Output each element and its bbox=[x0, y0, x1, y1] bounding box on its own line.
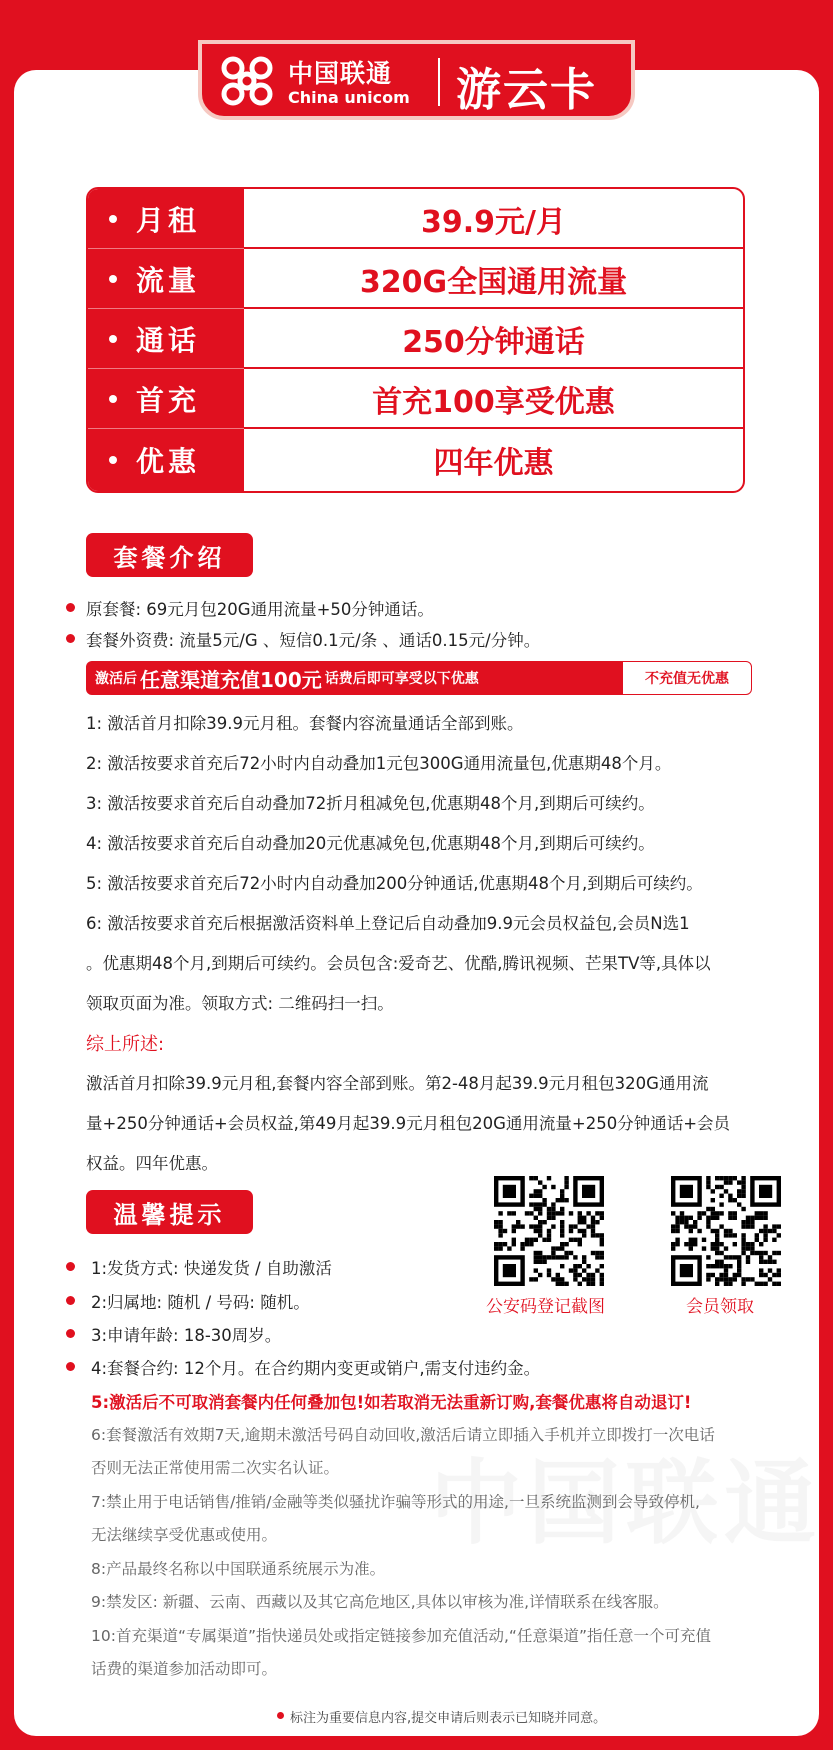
price-row-discount bbox=[88, 429, 743, 491]
price-row-monthly-fee bbox=[88, 189, 743, 249]
price-value: 320G全国通用流量 bbox=[359, 265, 628, 300]
bullet-dot bbox=[66, 1262, 75, 1271]
tip-contract: 4:套餐合约: 12个月。在合约期内变更或销户,需支付违约金。 bbox=[91, 1359, 541, 1378]
intro-item: 4: 激活按要求首充后自动叠加20元优惠减免包,优惠期48个月,到期后可续约。 bbox=[86, 834, 655, 853]
recharge-promo-banner bbox=[86, 661, 752, 695]
bullet-dot bbox=[66, 1362, 75, 1371]
summary-line: 激活首月扣除39.9元月租,套餐内容全部到账。第2-48月起39.9元月租包320G通用流 bbox=[86, 1074, 709, 1093]
tip-warning: 5:激活后不可取消套餐内任何叠加包!如若取消无法重新订购,套餐优惠将自动退订! bbox=[91, 1393, 692, 1412]
tip-note: 6:套餐激活有效期7天,逾期未激活号码自动回收,激活后请立即插入手机并立即拨打一次电话 bbox=[91, 1426, 715, 1444]
tip-note: 无法继续享受优惠或使用。 bbox=[91, 1526, 278, 1544]
footer-note: 标注为重要信息内容,提交申请后则表示已知晓并同意。 bbox=[290, 1711, 607, 1726]
tips-title: 温馨提示 bbox=[86, 1190, 253, 1234]
brand-name-en: China unicom bbox=[288, 88, 410, 107]
promo-no-recharge-note: 不充值无优惠 bbox=[622, 661, 752, 695]
price-value: 四年优惠 bbox=[433, 446, 554, 481]
bullet-dot bbox=[66, 634, 75, 643]
intro-original-package: 原套餐: 69元月包20G通用流量+50分钟通话。 bbox=[86, 600, 434, 619]
qr-code-icon[interactable] bbox=[494, 1176, 604, 1286]
promo-highlight: 任意渠道充值100元 bbox=[140, 667, 322, 692]
package-intro-title: 套餐介绍 bbox=[86, 533, 253, 577]
header-banner bbox=[198, 40, 635, 120]
tip-location: 2:归属地: 随机 / 号码: 随机。 bbox=[91, 1293, 310, 1312]
price-value: 250分钟通话 bbox=[402, 325, 585, 360]
summary-line: 量+250分钟通话+会员权益,第49月起39.9元月租包20G通用流量+250分钟通话+会员 bbox=[86, 1114, 731, 1133]
summary-line: 权益。四年优惠。 bbox=[86, 1154, 218, 1173]
tip-note: 9:禁发区: 新疆、云南、西藏以及其它高危地区,具体以审核为准,详情联系在线客服。 bbox=[91, 1593, 669, 1611]
tip-shipping: 1:发货方式: 快递发货 / 自助激活 bbox=[91, 1259, 332, 1278]
qr-label-police-registration: 公安码登记截图 bbox=[486, 1297, 605, 1317]
tip-age: 3:申请年龄: 18-30周岁。 bbox=[91, 1326, 282, 1345]
intro-item: 。优惠期48个月,到期后可续约。会员包含:爱奇艺、优酷,腾讯视频、芒果TV等,具体以 bbox=[86, 954, 711, 973]
summary-title: 综上所述: bbox=[86, 1034, 165, 1055]
intro-item: 6: 激活按要求首充后根据激活资料单上登记后自动叠加9.9元会员权益包,会员N选1 bbox=[86, 914, 690, 933]
promo-suffix: 话费后即可享受以下优惠 bbox=[324, 671, 479, 687]
price-label: 首充 bbox=[88, 369, 244, 429]
intro-extra-fees: 套餐外资费: 流量5元/G 、短信0.1元/条 、通话0.15元/分钟。 bbox=[86, 631, 541, 650]
tip-note: 10:首充渠道“专属渠道”指快递员处或指定链接参加充值活动,“任意渠道”指任意一个可充值 bbox=[91, 1627, 711, 1645]
price-label: 通话 bbox=[88, 309, 244, 369]
promo-main bbox=[86, 661, 622, 695]
intro-item: 1: 激活首月扣除39.9元月租。套餐内容流量通话全部到账。 bbox=[86, 714, 524, 733]
qr-label-member-claim: 会员领取 bbox=[686, 1297, 754, 1317]
bullet-dot bbox=[66, 1296, 75, 1305]
card-name: 游云卡 bbox=[456, 63, 598, 116]
brand-name-cn: 中国联通 bbox=[288, 59, 393, 88]
intro-item: 2: 激活按要求首充后72小时内自动叠加1元包300G通用流量包,优惠期48个月。 bbox=[86, 754, 672, 773]
qr-code-icon[interactable] bbox=[671, 1176, 781, 1286]
tip-note: 否则无法正常使用需二次实名认证。 bbox=[91, 1459, 340, 1477]
header-divider bbox=[438, 58, 440, 106]
intro-item: 3: 激活按要求首充后自动叠加72折月租减免包,优惠期48个月,到期后可续约。 bbox=[86, 794, 655, 813]
china-unicom-logo-icon bbox=[216, 54, 278, 108]
price-label: 流量 bbox=[88, 249, 244, 309]
tip-note: 7:禁止用于电话销售/推销/金融等类似骚扰诈骗等形式的用途,一旦系统监测到会导致停机, bbox=[91, 1493, 700, 1511]
price-value: 首充100享受优惠 bbox=[372, 385, 615, 420]
price-row-data bbox=[88, 249, 743, 309]
bullet-dot bbox=[66, 603, 75, 612]
price-row-first-recharge bbox=[88, 369, 743, 429]
price-table bbox=[86, 187, 745, 493]
price-label: 优惠 bbox=[88, 429, 244, 491]
intro-item: 5: 激活按要求首充后72小时内自动叠加200分钟通话,优惠期48个月,到期后可续约。 bbox=[86, 874, 703, 893]
tip-note: 话费的渠道参加活动即可。 bbox=[91, 1660, 278, 1678]
price-value: 39.9元/月 bbox=[421, 205, 566, 240]
footer-dot bbox=[277, 1712, 284, 1719]
price-row-calls bbox=[88, 309, 743, 369]
intro-item: 领取页面为准。领取方式: 二维码扫一扫。 bbox=[86, 994, 394, 1013]
bullet-dot bbox=[66, 1329, 75, 1338]
promo-prefix: 激活后 bbox=[95, 671, 137, 687]
price-label: 月租 bbox=[88, 189, 244, 249]
tip-note: 8:产品最终名称以中国联通系统展示为准。 bbox=[91, 1560, 386, 1578]
